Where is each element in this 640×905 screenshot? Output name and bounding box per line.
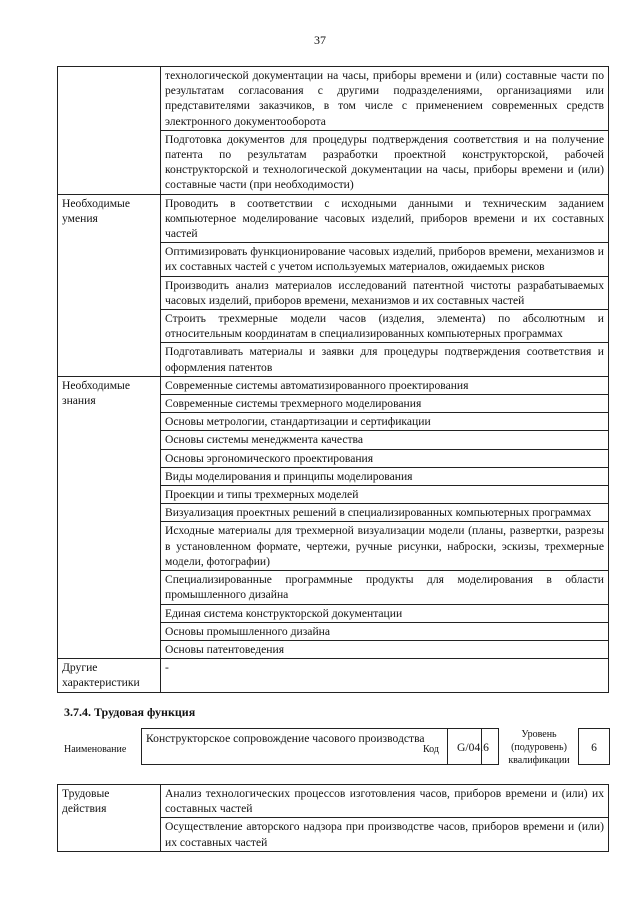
skill-cell: Оптимизировать функционирование часовых изделий, приборов времени, механизмов и их составных частей с учетом используемых материалов, ожидаемых рисков [161, 243, 609, 276]
knowledge-cell: Основы эргономического проектирования [161, 449, 609, 467]
knowledge-cell: Современные системы трехмерного моделирования [161, 395, 609, 413]
table-row [58, 376, 609, 394]
knowledge-cell: Исходные материалы для трехмерной визуализации модели (планы, развертки, разрезы в установленном формате, чертежи, ручные рисунки, наброски, эскизы, трехмерные модели, фотографии) [161, 522, 609, 571]
level-label: Уровень (подуровень) квалификации [508, 729, 570, 766]
skill-cell: Строить трехмерные модели часов (изделия, элемента) по абсолютным и относительным координатам в специализированных компьютерных программах [161, 310, 609, 343]
actions-label: Трудовые действия [58, 785, 161, 852]
name-label: Наименование [64, 744, 127, 755]
labor-actions-table [57, 784, 609, 852]
continued-action-cell: технологической документации на часы, приборы времени и (или) составные части по результатам согласования с другими подразделениями, организациями или представителями заказчиков, в том числе с применением современных средств электронного документооборота [161, 67, 609, 131]
function-header [64, 728, 610, 770]
skill-cell: Проводить в соответствии с исходными данными и техническим заданием компьютерное моделирование часовых изделий, приборов времени и их составных частей [161, 194, 609, 243]
knowledge-cell: Проекции и типы трехмерных моделей [161, 486, 609, 504]
competency-table [57, 66, 609, 693]
table-row [58, 67, 609, 131]
other-label: Другие характеристики [58, 659, 161, 692]
knowledge-cell: Современные системы автоматизированного проектирования [161, 376, 609, 394]
continued-action-cell: Подготовка документов для процедуры подтверждения соответствия и на получение патента по результатам разработки проектной конструкторской, рабочей конструкторской и технологической документации на часы, приборы времени и (или) составные части (при необходимости) [161, 130, 609, 194]
knowledge-cell: Основы системы менеджмента качества [161, 431, 609, 449]
page-number: 37 [314, 33, 326, 47]
name-value: Конструкторское сопровождение часового производства [141, 728, 482, 765]
knowledge-cell: Специализированные программные продукты для моделирования в области промышленного дизайна [161, 571, 609, 604]
skill-cell: Производить анализ материалов исследований патентной чистоты разрабатываемых часовых изделий, приборов времени, механизмов и их составных частей [161, 276, 609, 309]
action-cell: Осуществление авторского надзора при производстве часов, приборов времени и (или) их составных частей [161, 818, 609, 851]
knowledge-cell: Виды моделирования и принципы моделирования [161, 467, 609, 485]
other-value: - [161, 659, 609, 692]
skills-label: Необходимые умения [58, 194, 161, 376]
knowledge-cell: Основы патентоведения [161, 640, 609, 658]
knowledge-cell: Единая система конструкторской документации [161, 604, 609, 622]
knowledge-cell: Визуализация проектных решений в специализированных компьютерных программах [161, 504, 609, 522]
knowledge-label: Необходимые знания [58, 376, 161, 658]
section-title: 3.7.4. Трудовая функция [64, 705, 196, 719]
row-label-empty [58, 67, 161, 195]
skill-cell: Подготавливать материалы и заявки для процедуры подтверждения соответствия и оформления патентов [161, 343, 609, 376]
code-label: Код [423, 744, 439, 755]
knowledge-cell: Основы метрологии, стандартизации и сертификации [161, 413, 609, 431]
knowledge-cell: Основы промышленного дизайна [161, 622, 609, 640]
code-value: G/04.6 [447, 728, 499, 765]
level-value: 6 [578, 728, 610, 765]
table-row [58, 659, 609, 692]
table-row [58, 785, 609, 818]
action-cell: Анализ технологических процессов изготовления часов, приборов времени и (или) их составных частей [161, 785, 609, 818]
table-row [58, 194, 609, 243]
